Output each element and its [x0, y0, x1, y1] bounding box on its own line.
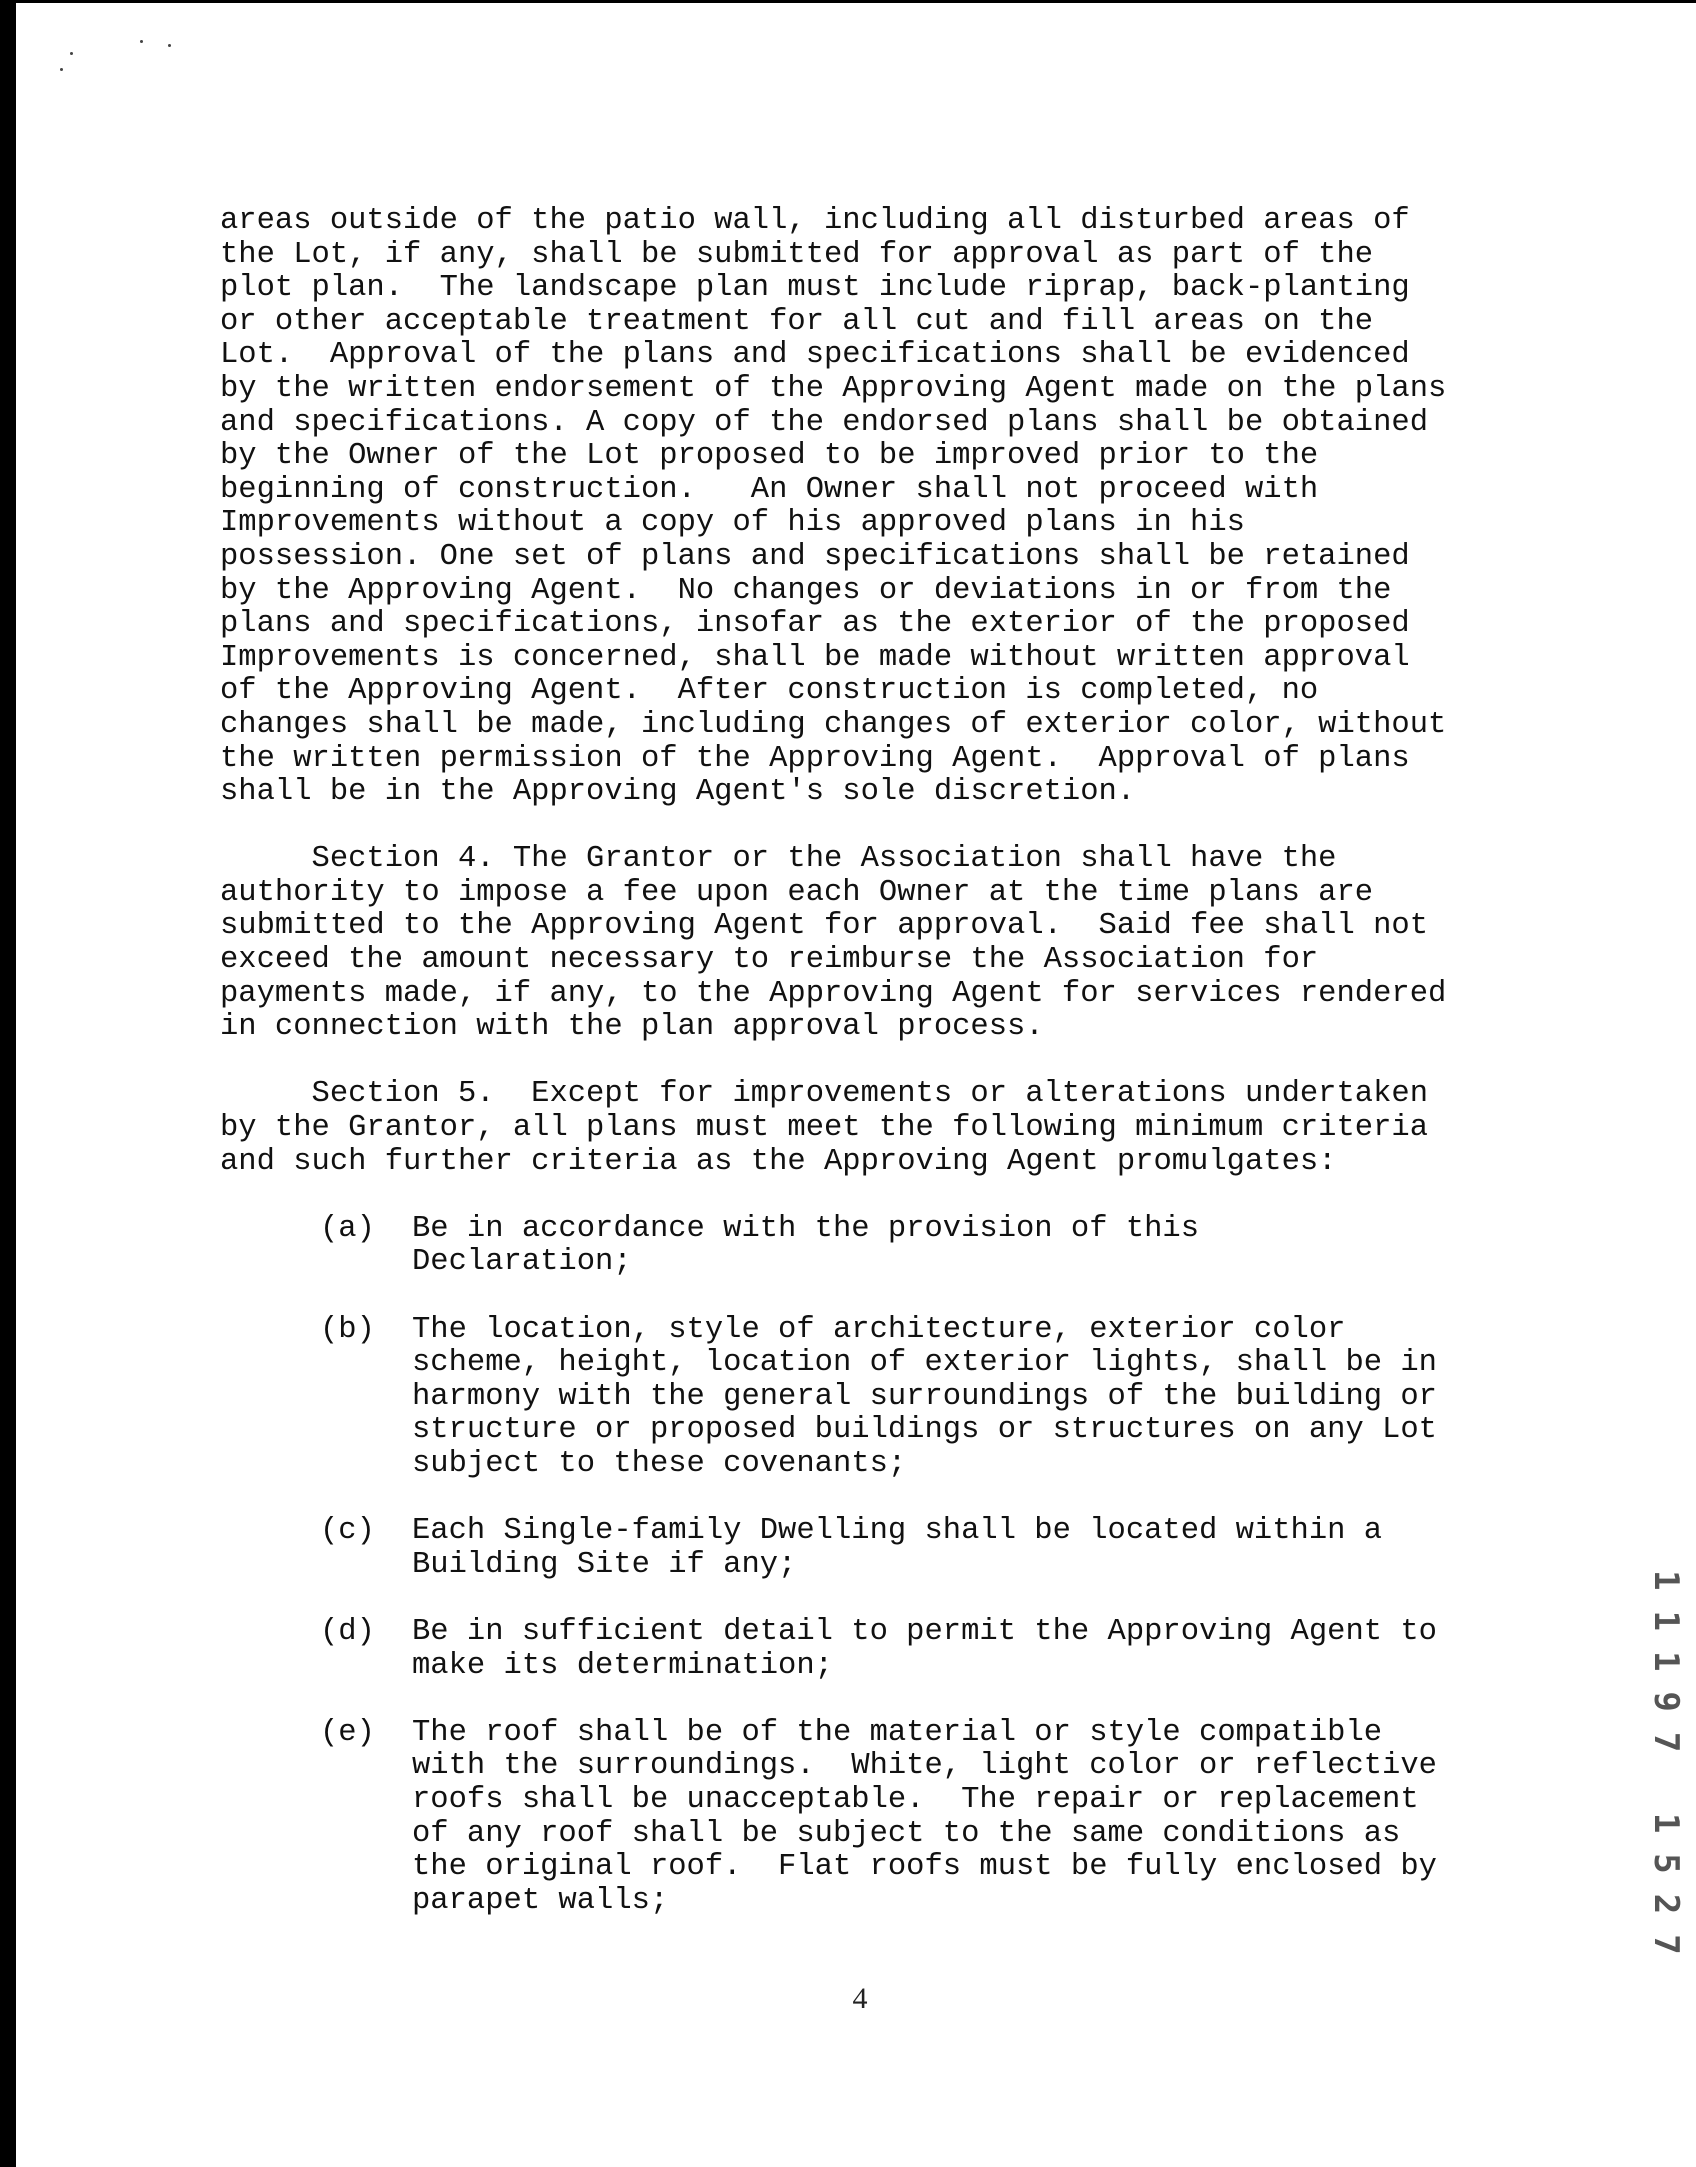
scan-speck [60, 68, 63, 71]
text-line: harmony with the general surroundings of the building or [412, 1379, 1437, 1414]
text-line: plot plan. The landscape plan must include riprap, back-planting [220, 271, 1410, 306]
text-line: exceed the amount necessary to reimburse the Association for [220, 943, 1319, 978]
list-marker: (e) [320, 1715, 375, 1750]
text-line: subject to these covenants; [412, 1446, 907, 1481]
text-line: possession. One set of plans and specifications shall be retained [220, 539, 1410, 574]
text-line: the Lot, if any, shall be submitted for approval as part of the [220, 237, 1374, 272]
text-line: authority to impose a fee upon each Owner at the time plans are [220, 875, 1374, 910]
criteria-item-c [220, 1515, 1530, 1582]
document-body [220, 205, 1530, 1918]
text-line: Section 5. Except for improvements or alterations undertaken [220, 1077, 1428, 1112]
text-line: Be in sufficient detail to permit the Approving Agent to [412, 1614, 1437, 1649]
criteria-item-a [220, 1213, 1530, 1280]
text-line: payments made, if any, to the Approving Agent for services rendered [220, 976, 1447, 1011]
text-line: scheme, height, location of exterior lights, shall be in [412, 1346, 1437, 1381]
criteria-item-d [220, 1616, 1530, 1683]
text-line: Improvements without a copy of his approved plans in his [220, 506, 1245, 541]
text-line: areas outside of the patio wall, including all disturbed areas of [220, 204, 1410, 238]
text-line: Section 4. The Grantor or the Association shall have the [220, 842, 1337, 877]
opening-paragraph [220, 205, 1530, 810]
text-line: shall be in the Approving Agent's sole discretion. [220, 775, 1136, 810]
scan-speck [168, 44, 171, 47]
page-number: 4 [852, 1982, 868, 2015]
text-line: the original roof. Flat roofs must be fully enclosed by [412, 1850, 1437, 1885]
text-line: of the Approving Agent. After construction is completed, no [220, 674, 1319, 709]
scan-edge-top [0, 0, 1696, 3]
scan-speck [70, 52, 73, 55]
margin-stamp [1646, 1570, 1690, 1975]
list-marker: (b) [320, 1312, 375, 1347]
text-line: in connection with the plan approval process. [220, 1010, 1044, 1045]
text-line: the written permission of the Approving Agent. Approval of plans [220, 741, 1410, 776]
text-line: Lot. Approval of the plans and specifications shall be evidenced [220, 338, 1410, 373]
text-line: and specifications. A copy of the endorsed plans shall be obtained [220, 405, 1428, 440]
criteria-item-e [220, 1717, 1530, 1919]
text-line: submitted to the Approving Agent for approval. Said fee shall not [220, 909, 1428, 944]
text-line: plans and specifications, insofar as the exterior of the proposed [220, 607, 1410, 642]
text-line: and such further criteria as the Approving Agent promulgates: [220, 1144, 1337, 1179]
text-line: of any roof shall be subject to the same conditions as [412, 1816, 1401, 1851]
section-4 [220, 843, 1530, 1045]
text-line: Building Site if any; [412, 1547, 797, 1582]
text-line: by the Grantor, all plans must meet the following minimum criteria [220, 1111, 1428, 1146]
text-line: by the written endorsement of the Approving Agent made on the plans [220, 371, 1447, 406]
text-line: changes shall be made, including changes of exterior color, without [220, 707, 1447, 742]
text-line: with the surroundings. White, light color or reflective [412, 1749, 1437, 1784]
text-line: beginning of construction. An Owner shall not proceed with [220, 472, 1319, 507]
margin-stamp-text: 11197 1527 [1646, 1570, 1686, 1975]
text-line: The roof shall be of the material or style compatible [412, 1715, 1383, 1750]
section-5 [220, 1078, 1530, 1179]
text-line: Be in accordance with the provision of this [412, 1211, 1200, 1246]
text-line: structure or proposed buildings or structures on any Lot [412, 1413, 1437, 1448]
text-line: by the Owner of the Lot proposed to be improved prior to the [220, 439, 1319, 474]
list-marker: (a) [320, 1211, 375, 1246]
list-marker: (c) [320, 1514, 375, 1549]
text-line: Each Single-family Dwelling shall be located within a [412, 1514, 1383, 1549]
text-line: by the Approving Agent. No changes or deviations in or from the [220, 573, 1392, 608]
text-line: Improvements is concerned, shall be made without written approval [220, 640, 1410, 675]
text-line: Declaration; [412, 1245, 632, 1280]
text-line: or other acceptable treatment for all cut and fill areas on the [220, 304, 1374, 339]
scan-edge-left [0, 0, 16, 2167]
criteria-item-b [220, 1314, 1530, 1482]
text-line: roofs shall be unacceptable. The repair or replacement [412, 1782, 1419, 1817]
scan-speck [140, 40, 143, 43]
list-marker: (d) [320, 1614, 375, 1649]
text-line: The location, style of architecture, exterior color [412, 1312, 1346, 1347]
text-line: make its determination; [412, 1648, 833, 1683]
text-line: parapet walls; [412, 1883, 669, 1918]
